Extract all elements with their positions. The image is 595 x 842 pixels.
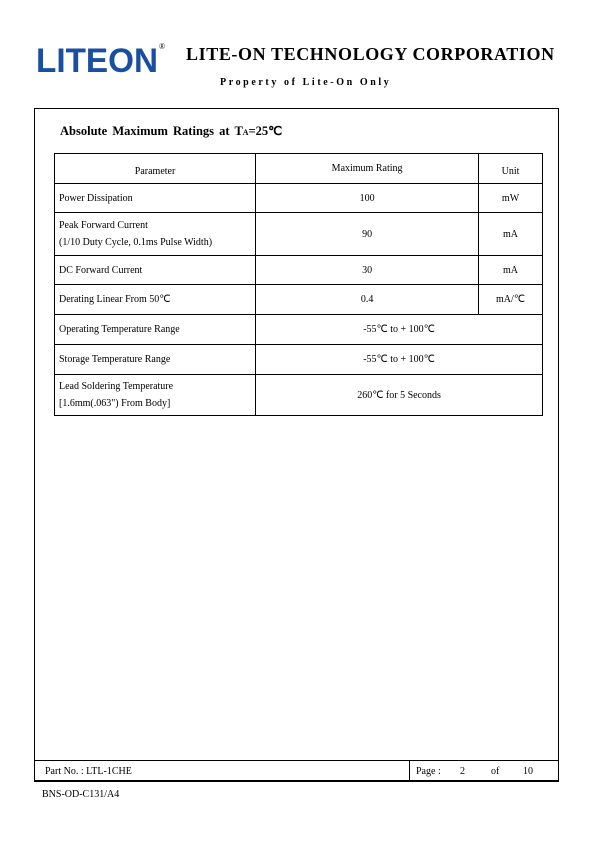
row-unit: mA <box>479 213 543 256</box>
document-code: BNS-OD-C131/A4 <box>42 789 120 800</box>
liteon-logo <box>36 42 158 76</box>
section-title-tail: =25℃ <box>248 124 283 138</box>
page-number: 2 <box>460 766 465 777</box>
table-row <box>55 375 543 416</box>
table-row <box>55 213 543 256</box>
row-parameter-line1: Peak Forward Current <box>59 220 148 231</box>
row-unit: mW <box>479 184 543 213</box>
table-row <box>55 315 543 345</box>
page-label: Page : <box>416 766 441 777</box>
row-parameter-line2: [1.6mm(.063") From Body] <box>59 398 171 409</box>
row-rating: 90 <box>256 213 479 256</box>
header-unit: Unit <box>479 154 543 184</box>
header-rating: Maximum Rating <box>256 154 479 184</box>
row-rating: -55℃ to + 100℃ <box>256 315 543 345</box>
corporation-name: LITE-ON TECHNOLOGY CORPORATION <box>186 44 555 64</box>
table-row <box>55 285 543 315</box>
row-parameter: Power Dissipation <box>55 184 256 213</box>
page-total: 10 <box>523 766 533 777</box>
footer-bar <box>34 760 559 782</box>
row-rating: 260℃ for 5 Seconds <box>256 375 543 416</box>
section-title <box>60 123 282 139</box>
row-parameter: DC Forward Current <box>55 256 256 285</box>
row-parameter <box>55 213 256 256</box>
row-unit: mA <box>479 256 543 285</box>
section-title-subscript: A <box>242 128 249 137</box>
row-parameter: Derating Linear From 50℃ <box>55 285 256 315</box>
row-parameter: Operating Temperature Range <box>55 315 256 345</box>
table-row <box>55 345 543 375</box>
row-parameter <box>55 375 256 416</box>
part-number: Part No. : LTL-1CHE <box>45 766 132 777</box>
row-unit: mA/℃ <box>479 285 543 315</box>
property-note: Property of Lite-On Only <box>220 77 392 88</box>
ratings-table <box>54 153 543 416</box>
table-header-row <box>55 154 543 184</box>
row-parameter-line2: (1/10 Duty Cycle, 0.1ms Pulse Width) <box>59 237 213 248</box>
table-row <box>55 256 543 285</box>
header-parameter: Parameter <box>55 154 256 184</box>
row-parameter: Storage Temperature Range <box>55 345 256 375</box>
row-rating: 100 <box>256 184 479 213</box>
logo-wordmark: LITEON <box>36 42 158 76</box>
row-rating: 0.4 <box>256 285 479 315</box>
section-title-main: Absolute Maximum Ratings at T <box>60 124 243 138</box>
table-row <box>55 184 543 213</box>
row-parameter-line1: Lead Soldering Temperature <box>59 381 174 392</box>
page-of-label: of <box>491 766 500 777</box>
row-rating: 30 <box>256 256 479 285</box>
footer-divider <box>409 761 410 781</box>
registered-mark: ® <box>159 42 166 51</box>
row-rating: -55℃ to + 100℃ <box>256 345 543 375</box>
